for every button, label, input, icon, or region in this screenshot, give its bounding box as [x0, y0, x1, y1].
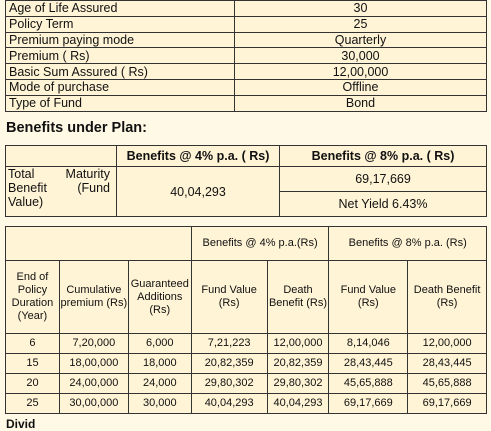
table-row	[6, 64, 487, 80]
benefits-table	[5, 145, 487, 217]
label-text: Value)	[8, 195, 44, 209]
table-cell: 20,82,359	[191, 354, 267, 374]
label-text: Benefit	[8, 181, 47, 195]
detail-label: Premium ( Rs)	[6, 48, 235, 64]
table-cell: 6,000	[128, 334, 191, 354]
table-cell: 40,04,293	[191, 394, 267, 414]
detail-label: Basic Sum Assured ( Rs)	[6, 64, 235, 80]
table-row	[6, 227, 487, 261]
table-row	[6, 1, 487, 17]
table-cell: 69,17,669	[329, 394, 408, 414]
table-cell: 45,65,888	[408, 374, 487, 394]
col-header-cumulative-premium: Cumulative premium (Rs)	[59, 261, 128, 334]
table-row	[6, 167, 487, 192]
header-blank	[6, 146, 117, 167]
table-cell: 7,21,223	[191, 334, 267, 354]
detail-label: Age of Life Assured	[6, 1, 235, 17]
group-benefits-8: Benefits @ 8% p.a. (Rs)	[329, 227, 487, 261]
detail-label: Policy Term	[6, 16, 235, 32]
detail-value: 30	[235, 1, 487, 17]
table-cell: 7,20,000	[59, 334, 128, 354]
table-cell: 25	[6, 394, 60, 414]
detail-value: Offline	[235, 79, 487, 95]
table-cell: 20	[6, 374, 60, 394]
table-row	[6, 79, 487, 95]
group-benefits-4: Benefits @ 4% p.a.(Rs)	[191, 227, 329, 261]
maturity-benefit-label	[6, 167, 117, 217]
table-cell: 28,43,445	[329, 354, 408, 374]
table-row	[6, 394, 487, 414]
detail-value: Quarterly	[235, 32, 487, 48]
col-header-death-benefit-8: Death Benefit (Rs)	[408, 261, 487, 334]
table-cell: 30,000	[128, 394, 191, 414]
col-header-end-of-policy: End of Policy Duration (Year)	[6, 261, 60, 334]
detail-label: Premium paying mode	[6, 32, 235, 48]
maturity-value-4: 40,04,293	[117, 167, 280, 217]
table-row	[6, 354, 487, 374]
table-cell: 15	[6, 354, 60, 374]
table-cell: 40,04,293	[267, 394, 329, 414]
detail-label: Type of Fund	[6, 95, 235, 111]
table-row	[6, 261, 487, 334]
table-row	[6, 334, 487, 354]
projection-table	[5, 226, 487, 414]
table-cell: 45,65,888	[329, 374, 408, 394]
header-benefits-8: Benefits @ 8% p.a. ( Rs)	[280, 146, 487, 167]
detail-value: 25	[235, 16, 487, 32]
partial-heading: Divid	[6, 417, 36, 431]
detail-value: 30,000	[235, 48, 487, 64]
detail-value: Bond	[235, 95, 487, 111]
detail-label: Mode of purchase	[6, 79, 235, 95]
policy-details-table	[5, 0, 487, 112]
table-cell: 12,00,000	[267, 334, 329, 354]
col-header-death-benefit-4: Death Benefit (Rs)	[267, 261, 329, 334]
table-cell: 6	[6, 334, 60, 354]
label-text: Maturity	[65, 167, 110, 181]
net-yield: Net Yield 6.43%	[280, 192, 487, 217]
label-text: Total	[8, 167, 35, 181]
maturity-value-8: 69,17,669	[280, 167, 487, 192]
table-cell: 29,80,302	[191, 374, 267, 394]
table-cell: 18,000	[128, 354, 191, 374]
table-row	[6, 374, 487, 394]
table-cell: 12,00,000	[408, 334, 487, 354]
table-cell: 69,17,669	[408, 394, 487, 414]
group-blank	[6, 227, 192, 261]
table-cell: 30,00,000	[59, 394, 128, 414]
table-row	[6, 48, 487, 64]
table-cell: 24,00,000	[59, 374, 128, 394]
table-cell: 29,80,302	[267, 374, 329, 394]
table-cell: 18,00,000	[59, 354, 128, 374]
table-row	[6, 146, 487, 167]
table-cell: 8,14,046	[329, 334, 408, 354]
col-header-fund-value-4: Fund Value (Rs)	[191, 261, 267, 334]
benefits-heading: Benefits under Plan:	[6, 120, 147, 136]
header-benefits-4: Benefits @ 4% p.a. ( Rs)	[117, 146, 280, 167]
table-row	[6, 16, 487, 32]
table-row	[6, 32, 487, 48]
table-cell: 24,000	[128, 374, 191, 394]
label-text: (Fund	[77, 181, 110, 195]
table-row	[6, 95, 487, 111]
detail-value: 12,00,000	[235, 64, 487, 80]
col-header-guaranteed-additions: Guaranteed Additions (Rs)	[128, 261, 191, 334]
table-cell: 20,82,359	[267, 354, 329, 374]
table-cell: 28,43,445	[408, 354, 487, 374]
col-header-fund-value-8: Fund Value (Rs)	[329, 261, 408, 334]
